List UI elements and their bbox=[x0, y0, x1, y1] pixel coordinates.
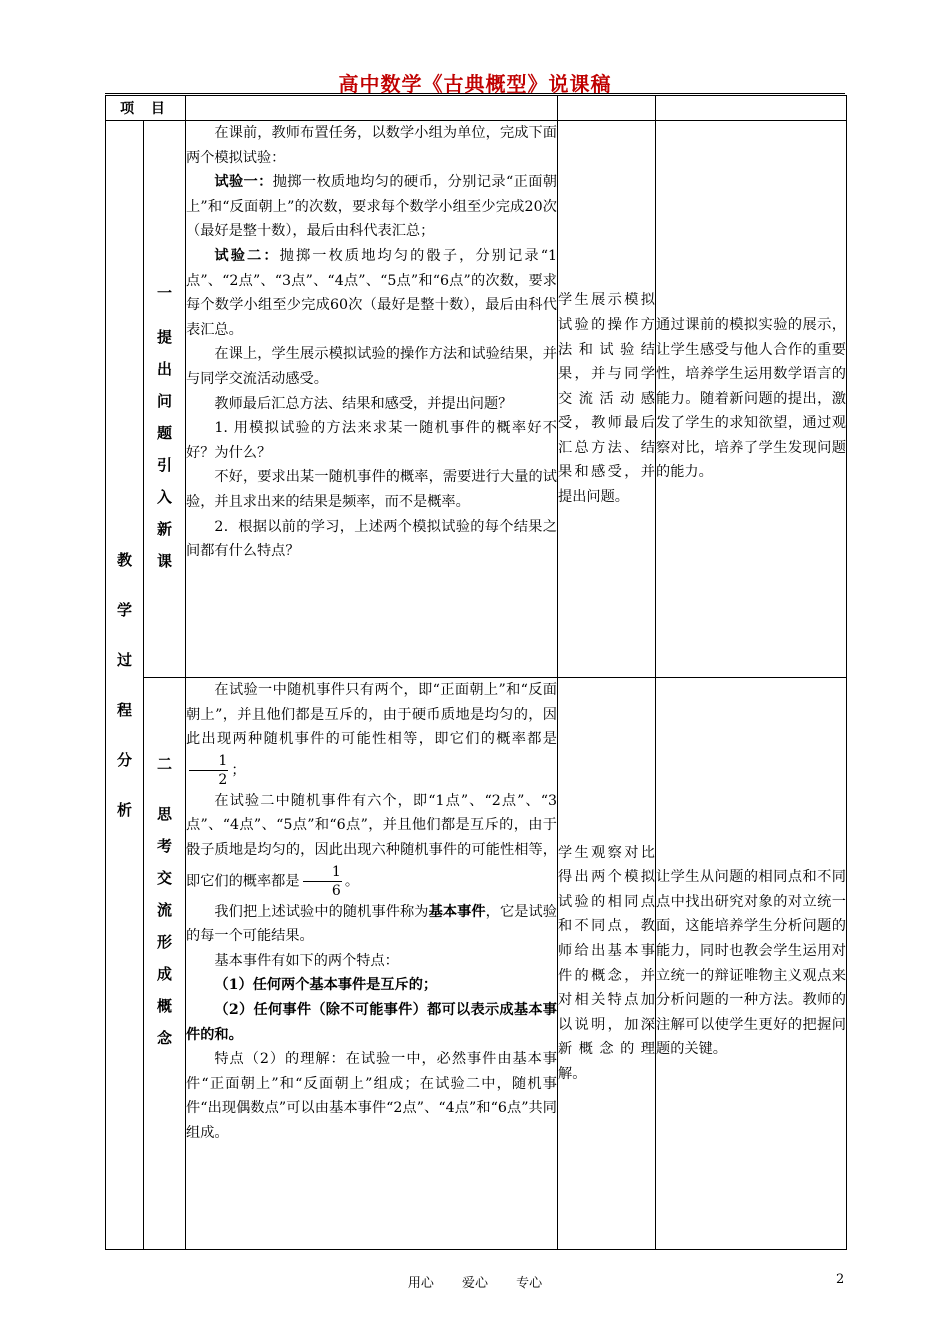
experiment-label: 试验一： bbox=[214, 174, 273, 191]
document-title: 高中数学《古典概型》说课稿 bbox=[338, 72, 612, 96]
footer-word: 爱心 bbox=[461, 1276, 488, 1291]
experiment-text: 抛掷一枚质地均匀的骰子，分别记录“1点”、“2点”、“3点”、“4点”、“5点”和“6点”的次数，要求每个数学小组至少完成60次（最好是整十数），最后由科代表汇总。 bbox=[186, 247, 557, 338]
step-char: 课 bbox=[156, 552, 172, 570]
student-activity-text: 学生展示模拟试验的操作方法和试验结果，并与同学交流活动感受，教师最后汇总方法、结果和感受，并提出问题。 bbox=[558, 292, 655, 506]
footer-word: 用心 bbox=[407, 1276, 434, 1291]
step-char: 概 bbox=[156, 997, 172, 1015]
step-char: 题 bbox=[156, 424, 172, 442]
section-char: 学 bbox=[116, 601, 132, 619]
header-label: 项 目 bbox=[120, 101, 171, 117]
student-activity-cell bbox=[558, 678, 656, 1250]
header-empty-cell bbox=[656, 96, 847, 121]
answer: 不好，要求出某一随机事件的概率，需要进行大量的试验，并且求出来的结果是频率，而不是概率。 bbox=[186, 469, 557, 510]
feature-item bbox=[186, 998, 557, 1047]
fraction-denominator: 2 bbox=[218, 771, 228, 788]
term-basic-event: 基本事件 bbox=[428, 903, 486, 920]
student-activity-text: 学生观察对比得出两个模拟试验的相同点和不同点，教师给出基本事件的概念，并对相关特点加以说明，加深新概念的理解。 bbox=[558, 844, 655, 1082]
table-header-row bbox=[106, 96, 847, 121]
step-char: 提 bbox=[156, 328, 172, 346]
fraction bbox=[303, 863, 342, 900]
paragraph-text: 我们把上述试验中的随机事件称为 bbox=[214, 903, 429, 920]
paragraph: 在课前，教师布置任务，以数学小组为单位，完成下面两个模拟试验： bbox=[186, 125, 557, 166]
student-activity-cell bbox=[558, 121, 656, 678]
paragraph bbox=[186, 244, 557, 342]
section-char: 教 bbox=[116, 551, 132, 569]
step-char: 形 bbox=[156, 933, 172, 951]
paragraph bbox=[186, 678, 557, 789]
experiment-label: 试验二： bbox=[214, 247, 280, 264]
section-char: 程 bbox=[116, 701, 132, 719]
step-char: 交 bbox=[156, 869, 172, 887]
section-label-cell bbox=[106, 121, 144, 1250]
step-heading-cell bbox=[144, 678, 186, 1250]
step-char: 一 bbox=[156, 284, 172, 302]
paragraph-end: 。 bbox=[344, 873, 360, 890]
design-purpose-cell bbox=[656, 678, 847, 1250]
step-char: 新 bbox=[156, 520, 172, 538]
table-row bbox=[106, 678, 847, 1250]
experiment-text: 抛掷一枚质地均匀的硬币，分别记录“正面朝上”和“反面朝上”的次数，要求每个数学小组至少完成20次（最好是整十数），最后由科代表汇总； bbox=[186, 174, 557, 240]
table-row bbox=[106, 121, 847, 678]
fraction bbox=[189, 752, 228, 789]
content-cell bbox=[186, 678, 558, 1250]
section-char: 析 bbox=[116, 801, 132, 819]
header-label-cell bbox=[106, 96, 186, 121]
step-char: 二 bbox=[156, 755, 172, 773]
page-number: 2 bbox=[836, 1272, 845, 1287]
design-purpose-text: 通过课前的模拟实验的展示，让学生感受与他人合作的重要性，培养学生运用数学语言的能力。随着新问题的提出，激发了学生的求知欲望，通过观察对比，培养了学生发现问题的能力。 bbox=[656, 316, 846, 481]
footer-word: 专心 bbox=[516, 1276, 543, 1291]
page-footer bbox=[0, 1272, 950, 1291]
section-char: 分 bbox=[116, 751, 132, 769]
step-char: 考 bbox=[156, 837, 172, 855]
step-char: 出 bbox=[156, 360, 172, 378]
step-char: 念 bbox=[156, 1029, 172, 1047]
step-char: 成 bbox=[156, 965, 172, 983]
paragraph: 在课上，学生展示模拟试验的操作方法和试验结果，并与同学交流活动感受。 bbox=[186, 346, 557, 387]
step-char: 流 bbox=[156, 901, 172, 919]
lesson-table bbox=[105, 95, 847, 1250]
paragraph-text: 在试验一中随机事件只有两个，即“正面朝上”和“反面朝上”，并且他们都是互斥的，由于硬币质地是均匀的，因此出现两种随机事件的可能性相等，即它们的概率都是 bbox=[186, 682, 557, 748]
question: 1. 用模拟试验的方法来求某一随机事件的概率好不好？为什么？ bbox=[186, 420, 557, 461]
paragraph bbox=[186, 900, 557, 949]
paragraph bbox=[186, 789, 557, 900]
fraction-numerator: 1 bbox=[189, 752, 228, 771]
paragraph-end: ； bbox=[231, 762, 246, 779]
header-empty-cell bbox=[186, 96, 558, 121]
design-purpose-cell bbox=[656, 121, 847, 678]
paragraph: 教师最后汇总方法、结果和感受，并提出问题？ bbox=[214, 395, 513, 412]
paragraph-text: 在试验二中随机事件有六个，即“1点”、“2点”、“3点”、“4点”、“5点”和“6点”，并且他们都是互斥的，由于骰子质地是均匀的，因此出现六种随机事件的可能性相等，即它们的概率都是 bbox=[186, 792, 557, 890]
paragraph: 基本事件有如下的两个特点： bbox=[214, 952, 399, 969]
fraction-denominator: 6 bbox=[331, 882, 341, 899]
section-char: 过 bbox=[116, 651, 132, 669]
design-purpose-text: 让学生从问题的相同点和不同点中找出研究对象的对立统一面，这能培养学生分析问题的能力，同时也教会学生运用对立统一的辩证唯物主义观点来分析问题的一种方法。教师的注解可以使学生更好的把握问题的关键。 bbox=[656, 869, 846, 1058]
step-heading-cell bbox=[144, 121, 186, 678]
step-char: 思 bbox=[156, 805, 172, 823]
feature-text: （2）任何事件（除不可能事件）都可以表示成基本事件的和。 bbox=[186, 1001, 557, 1043]
step-char: 入 bbox=[156, 488, 172, 506]
header-empty-cell bbox=[558, 96, 656, 121]
feature-text: （1）任何两个基本事件是互斥的； bbox=[214, 977, 438, 994]
paragraph bbox=[186, 170, 557, 244]
content-cell bbox=[186, 121, 558, 678]
step-char: 引 bbox=[156, 456, 172, 474]
paragraph-text: ，它是试验的每一个可能结果。 bbox=[186, 903, 557, 945]
fraction-numerator: 1 bbox=[303, 863, 342, 882]
step-char: 问 bbox=[156, 392, 172, 410]
feature-item bbox=[186, 973, 557, 998]
title-rule bbox=[105, 93, 845, 94]
paragraph: 特点（2）的理解：在试验一中，必然事件由基本事件“正面朝上”和“反面朝上”组成；在试验二中，随机事件“出现偶数点”可以由基本事件“2点”、“4点”和“6点”共同组成。 bbox=[186, 1051, 557, 1141]
question: 2．根据以前的学习，上述两个模拟试验的每个结果之间都有什么特点？ bbox=[186, 518, 557, 560]
